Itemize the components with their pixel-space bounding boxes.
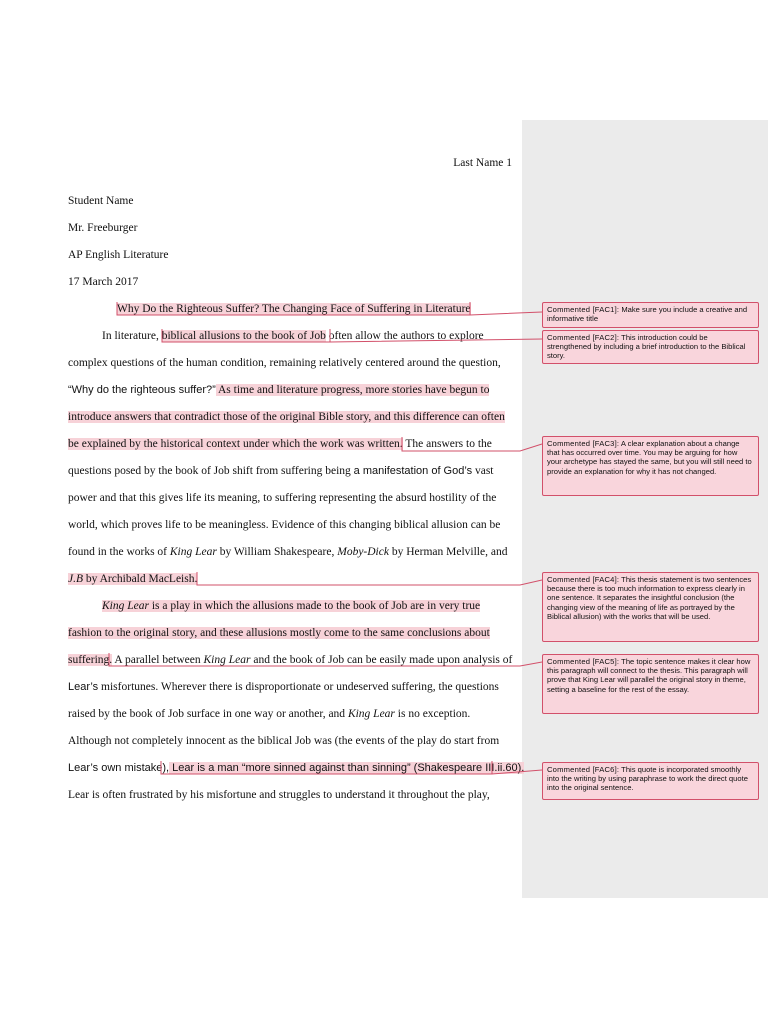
teacher-name: Mr. Freeburger — [68, 222, 138, 234]
comment-tag: Commented [FAC5]: — [547, 657, 620, 666]
text-span: and the book of Job can be easily made upon analysis of — [250, 654, 513, 666]
comment-fac1[interactable] — [542, 302, 759, 328]
text-span: by Herman Melville, and — [388, 546, 508, 558]
comment-text: Make sure you include a creative and informative title — [547, 305, 748, 324]
connector-fac2 — [162, 329, 542, 342]
text-span: Lear’s own mistake), — [68, 762, 170, 774]
text-span: The answers to the — [402, 438, 492, 450]
comment-text: This introduction could be strengthened by including a brief introduction to the Biblical story. — [547, 333, 746, 361]
body-line: complex questions of the human condition, remaining relatively centered around the question, — [68, 357, 501, 369]
text-span: is a play in which the allusions made to the book of Job are in very true — [148, 600, 481, 612]
text-span: by Archibald MacLeish. — [83, 573, 198, 585]
text-span: questions posed by the book of Job shift from suffering being — [68, 465, 354, 477]
comment-tag: Commented [FAC1]: — [547, 305, 620, 314]
comment-text: A clear explanation about a change that has occurred over time. You may be arguing for how your archetype has stayed the same, but you will still need to provide an explanation for why it has not changed. — [547, 439, 752, 476]
text-span: “Why do the righteous suffer?” — [68, 384, 216, 396]
text-span: King Lear — [169, 546, 217, 558]
text-span: a manifestation of God’s — [353, 465, 473, 477]
comment-fac3[interactable] — [542, 436, 759, 496]
comment-tag: Commented [FAC6]: — [547, 765, 620, 774]
course-name: AP English Literature — [68, 249, 169, 261]
text-span: found in the works of — [68, 546, 170, 558]
text-span: misfortunes. Wherever there is disproportionate or undeserved suffering, the questions — [98, 681, 499, 693]
text-span: Moby-Dick — [337, 546, 389, 558]
student-name: Student Name — [68, 195, 134, 207]
text-span: vast — [472, 465, 494, 477]
comment-text: This thesis statement is two sentences because there is too much information to express clearly in one sentence. It separates the insightful conclusion (the changing view of the meaning of life as portrayed by the Biblical allusion) with the works that will be used. — [547, 575, 752, 621]
body-line: Although not completely innocent as the biblical Job was (the events of the play do start from — [68, 735, 500, 747]
text-span: often allow the authors to explore — [325, 330, 484, 342]
connector-fac6 — [161, 761, 542, 774]
comment-fac2[interactable] — [542, 330, 759, 364]
comment-fac4[interactable] — [542, 572, 759, 642]
body-line: power and that this gives life its meaning, to suffering representing the absurd hostility of the — [68, 492, 497, 504]
text-span: Lear’s — [68, 681, 99, 693]
connector-fac3 — [402, 437, 542, 451]
title-text[interactable]: Why Do the Righteous Suffer? The Changing Face of Suffering in Literature — [117, 303, 471, 315]
text-span: J.B — [68, 573, 84, 585]
date: 17 March 2017 — [68, 276, 139, 288]
comment-text: This quote is incorporated smoothly into the writing by using paraphrase to work the direct quote into the original sentence. — [547, 765, 748, 793]
highlighted-text[interactable]: fashion to the original story, and these allusions mostly come to the same conclusions about — [68, 627, 490, 639]
comment-text: The topic sentence makes it clear how this paragraph will connect to the thesis. This paragraph will prove that King Lear will parallel the original story in theme, setting a baseline for the rest of the essay. — [547, 657, 751, 694]
body-line: Lear is often frustrated by his misfortune and struggles to understand it throughout the play, — [68, 789, 490, 801]
highlighted-text[interactable]: introduce answers that contradict those of the original Bible story, and this difference can often — [68, 411, 505, 423]
highlighted-text[interactable]: Lear is a man “more sinned against than sinning” (Shakespeare III.ii.60). — [169, 762, 525, 774]
text-span: King Lear — [203, 654, 251, 666]
page-header: Last Name 1 — [453, 157, 512, 169]
text-span: King Lear — [102, 600, 149, 612]
comment-fac5[interactable] — [542, 654, 759, 714]
text-span: In literature, — [102, 330, 162, 342]
text-span: is no exception. — [394, 708, 471, 720]
comment-fac6[interactable] — [542, 762, 759, 800]
text-span: by William Shakespeare, — [216, 546, 338, 558]
body-line: world, which proves life to be meaningless. Evidence of this changing biblical allusion can be — [68, 519, 501, 531]
connector-fac4 — [197, 572, 542, 585]
highlighted-text[interactable]: As time and literature progress, more stories have begun to — [215, 384, 490, 396]
comment-tag: Commented [FAC3]: — [547, 439, 620, 448]
comment-tag: Commented [FAC2]: — [547, 333, 620, 342]
highlighted-text[interactable]: suffering. — [68, 654, 113, 666]
highlighted-text[interactable]: biblical allusions to the book of Job — [161, 330, 326, 342]
text-span: raised by the book of Job surface in one way or another, and — [68, 708, 348, 720]
comment-tag: Commented [FAC4]: — [547, 575, 620, 584]
text-span: A parallel between — [112, 654, 204, 666]
connector-fac1 — [117, 302, 542, 315]
connector-fac5 — [109, 653, 542, 666]
text-span: King Lear — [347, 708, 395, 720]
highlighted-text[interactable]: be explained by the historical context under which the work was written. — [68, 438, 403, 450]
